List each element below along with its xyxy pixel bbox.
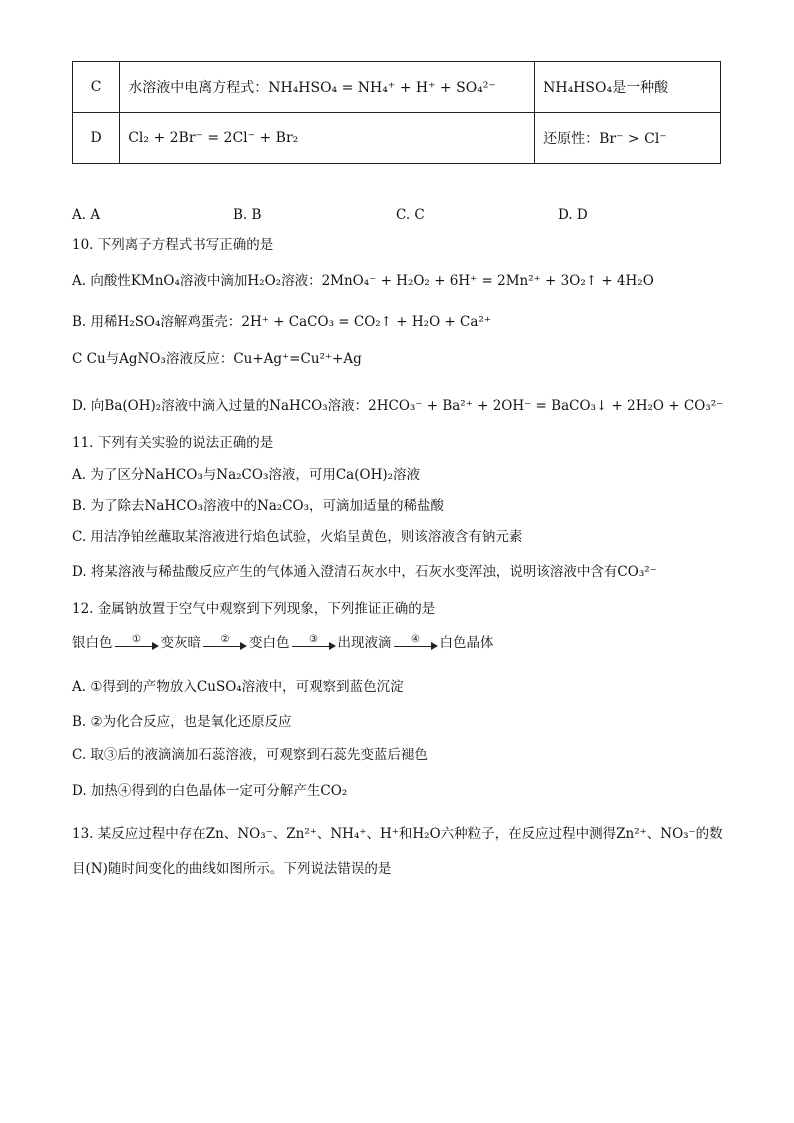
q9-option-a: A. A [72,207,101,223]
q9-option-c: C. C [396,207,425,223]
chain-stage: 变白色 [249,635,290,651]
chain-stage: 白色晶体 [439,635,494,651]
q12-option-b: B. ②为化合反应，也是氧化还原反应 [72,714,292,730]
q11-option-a: A. 为了区分NaHCO₃与Na₂CO₃溶液，可用Ca(OH)₂溶液 [72,467,421,483]
q10-option-c: C Cu与AgNO₃溶液反应：Cu+Ag⁺=Cu²⁺+Ag [72,351,362,367]
reaction-arrow [203,635,247,653]
q11-option-d: D. 将某溶液与稀盐酸反应产生的气体通入澄清石灰水中，石灰水变浑浊，说明该溶液中含有CO₃²⁻ [72,564,657,580]
q12-option-d: D. 加热④得到的白色晶体一定可分解产生CO₂ [72,783,348,799]
q11-stem: 11. 下列有关实验的说法正确的是 [72,435,274,451]
q13-line-2: 目(N)随时间变化的曲线如图所示。下列说法错误的是 [72,861,392,877]
q12-chain [72,634,494,653]
q10-stem: 10. 下列离子方程式书写正确的是 [72,237,274,253]
q9-option-d: D. D [558,207,588,223]
q10-option-b: B. 用稀H₂SO₄溶解鸡蛋壳：2H⁺ + CaCO₃ = CO₂↑ + H₂O + Ca²⁺ [72,314,491,330]
q13-line-1: 13. 某反应过程中存在Zn、NO₃⁻、Zn²⁺、NH₄⁺、H⁺和H₂O六种粒子，在反应过程中测得Zn²⁺、NO₃⁻的数 [72,826,723,842]
q11-option-b: B. 为了除去NaHCO₃溶液中的Na₂CO₃，可滴加适量的稀盐酸 [72,498,445,514]
q10-option-d: D. 向Ba(OH)₂溶液中滴入过量的NaHCO₃溶液：2HCO₃⁻ + Ba²⁺ + 2OH⁻ = BaCO₃↓ + 2H₂O + CO₃²⁻ [72,398,724,414]
row-note: NH₄HSO₄是一种酸 [535,62,721,113]
row-content: Cl₂ + 2Br⁻ = 2Cl⁻ + Br₂ [120,113,535,164]
step-label: ③ [309,633,318,645]
table-row [73,62,721,113]
row-label: D [73,113,120,164]
row-note: 还原性：Br⁻ > Cl⁻ [535,113,721,164]
reaction-arrow [115,635,159,653]
step-label: ② [220,633,230,645]
q11-option-c: C. 用洁净铂丝蘸取某溶液进行焰色试验，火焰呈黄色，则该溶液含有钠元素 [72,529,523,545]
q12-option-a: A. ①得到的产物放入CuSO₄溶液中，可观察到蓝色沉淀 [72,679,404,695]
chain-stage: 出现液滴 [337,635,392,651]
row-label: C [73,62,120,113]
reaction-arrow [292,635,336,653]
q10-option-a: A. 向酸性KMnO₄溶液中滴加H₂O₂溶液：2MnO₄⁻ + H₂O₂ + 6H⁺ = 2Mn²⁺ + 3O₂↑ + 4H₂O [72,273,654,289]
q9-option-b: B. B [233,207,262,223]
q12-option-c: C. 取③后的液滴滴加石蕊溶液，可观察到石蕊先变蓝后褪色 [72,747,428,763]
chain-stage: 变灰暗 [160,635,201,651]
q12-stem: 12. 金属钠放置于空气中观察到下列现象，下列推证正确的是 [72,601,436,617]
row-content: 水溶液中电离方程式：NH₄HSO₄ = NH₄⁺ + H⁺ + SO₄²⁻ [120,62,535,113]
chain-stage: 银白色 [72,635,113,651]
step-label: ④ [411,633,420,645]
step-label: ① [132,633,141,645]
answer-table [72,61,721,164]
table-row [73,113,721,164]
reaction-arrow [394,635,438,653]
